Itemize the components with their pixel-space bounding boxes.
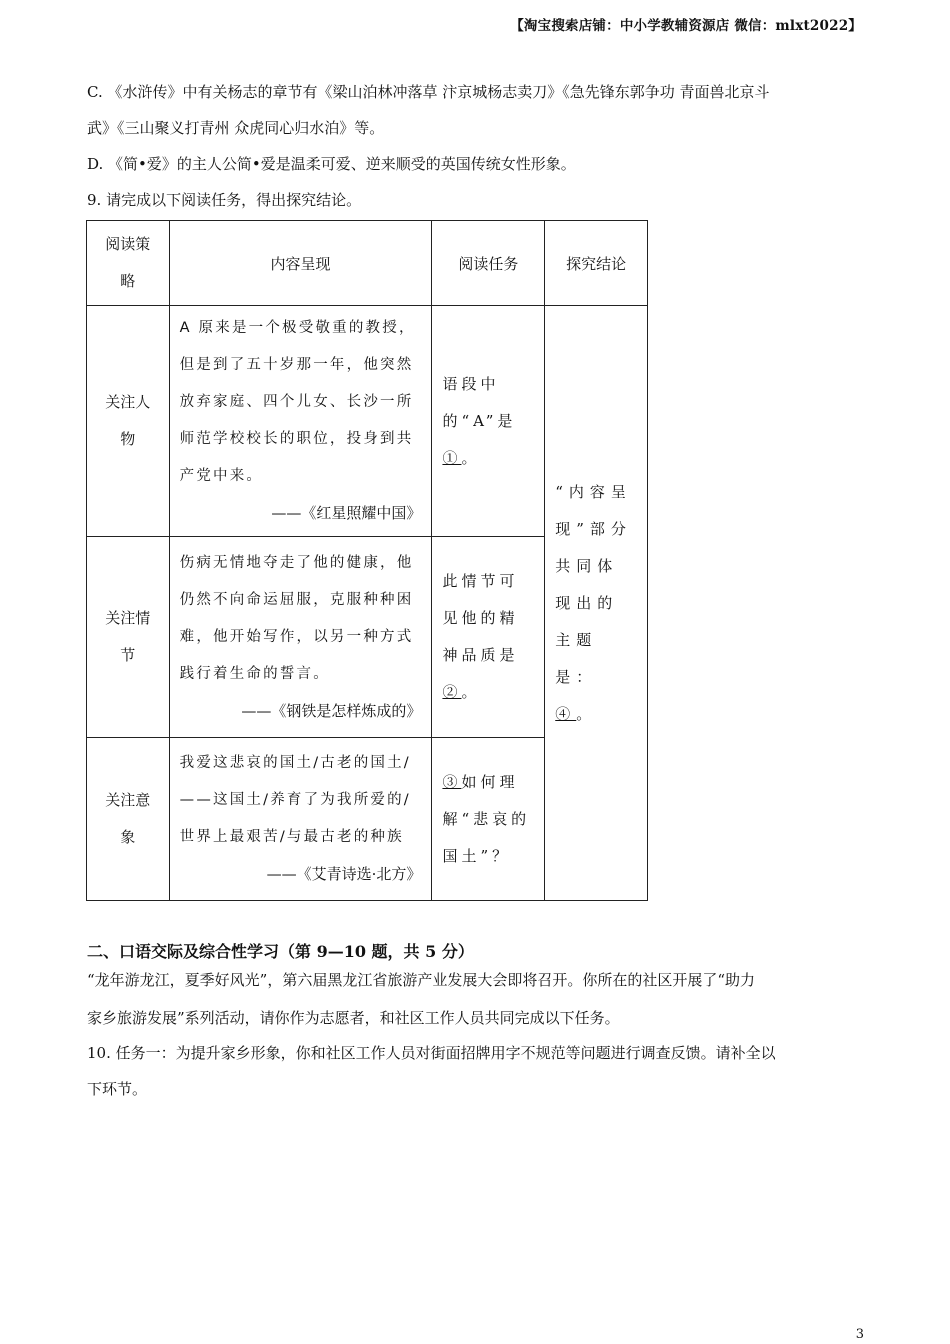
source-citation: ——《艾青诗选·北方》 (266, 865, 422, 883)
section-2-para-line-1: “龙年游龙江，夏季好风光”，第六届黑龙江省旅游产业发展大会即将召开。你所在的社区开展了“助力 (87, 971, 756, 989)
question-10-line-1: 10. 任务一：为提升家乡形象，你和社区工作人员对街面招牌用字不规范等问题进行调查反馈。请补全以 (87, 1044, 776, 1062)
content-text: 我爱这悲哀的国土/古老的国土/——这国土/养育了为我所爱的/世界上最艰苦/与最古老的种族 (179, 755, 411, 845)
conclusion-suffix: 。 (576, 704, 598, 723)
content-cell (169, 306, 432, 537)
task-suffix: 。 (461, 683, 481, 701)
task-cell (432, 738, 545, 901)
strategy-cell: 关注意象 (87, 738, 170, 901)
reading-task-table (86, 220, 648, 901)
option-c-line-2: 武》《三山聚义打青州 众虎同心归水泊》等。 (87, 119, 385, 137)
answer-blank-2[interactable]: ② (442, 683, 462, 701)
option-d-line: D. 《简•爱》的主人公简•爱是温柔可爱、逆来顺受的英国传统女性形象。 (87, 155, 576, 173)
task-text: 此情节可见他的精神品质是 (442, 572, 519, 664)
question-10-line-2: 下环节。 (87, 1080, 148, 1098)
page-number: 3 (855, 1327, 864, 1342)
content-cell (169, 537, 432, 738)
header-conclusion: 探究结论 (545, 221, 648, 306)
content-text: 伤病无情地夺走了他的健康，他仍然不向命运屈服，克服种种困难，他开始写作，以另一种方式践行着生命的誓言。 (179, 554, 414, 682)
header-strategy: 阅读策略 (87, 221, 170, 306)
strategy-cell: 关注情节 (87, 537, 170, 738)
conclusion-text: “内容呈现”部分共同体现出的主题是： (555, 482, 632, 686)
task-cell (432, 537, 545, 738)
question-9: 9. 请完成以下阅读任务，得出探究结论。 (87, 191, 362, 209)
table-row (87, 306, 648, 537)
header-task: 阅读任务 (432, 221, 545, 306)
option-c-line-1: C. 《水浒传》中有关杨志的章节有《梁山泊林冲落草 汴京城杨志卖刀》《急先锋东郭争功 青面兽北京斗 (87, 83, 770, 101)
source-citation: ——《钢铁是怎样炼成的》 (241, 701, 422, 720)
answer-blank-4[interactable]: ④ (555, 704, 577, 723)
content-text: A 原来是一个极受敬重的教授，但是到了五十岁那一年，他突然放弃家庭、四个儿女、长沙一所师范学校校长的职位，投身到共产党中来。 (179, 320, 416, 484)
section-2-para-line-2: 家乡旅游发展”系列活动，请你作为志愿者，和社区工作人员共同完成以下任务。 (87, 1009, 620, 1027)
source-citation: ——《红星照耀中国》 (271, 504, 422, 522)
answer-blank-1[interactable]: ① (442, 448, 462, 467)
task-suffix: 如何理解“悲哀的国土”？ (442, 772, 531, 865)
answer-blank-3[interactable]: ③ (442, 772, 462, 791)
conclusion-cell (545, 306, 648, 901)
header-content: 内容呈现 (169, 221, 432, 306)
content-cell (169, 738, 432, 901)
task-cell (432, 306, 545, 537)
header-banner: 【淘宝搜索店铺：中小学教辅资源店 微信：mlxt2022】 (510, 18, 862, 34)
strategy-cell: 关注人物 (87, 306, 170, 537)
task-suffix: 。 (461, 448, 481, 467)
task-text: 语段中的“A”是 (442, 374, 517, 430)
section-2-title: 二、口语交际及综合性学习（第 9—10 题，共 5 分） (87, 942, 474, 961)
